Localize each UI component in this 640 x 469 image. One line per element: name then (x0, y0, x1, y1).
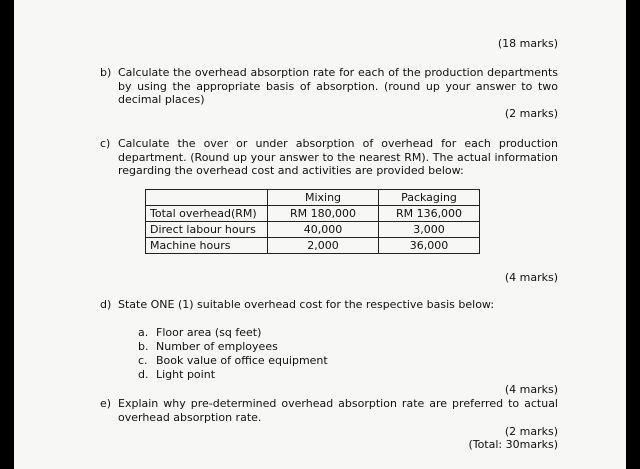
table-header-mixing: Mixing (268, 190, 379, 206)
question-e-text: Explain why pre-determined overhead absorption rate are preferred to actual overhead absorption rate. (118, 397, 558, 424)
list-item-letter: a. (138, 326, 149, 339)
list-item-letter: c. (138, 354, 148, 367)
list-item-letter: d. (138, 368, 149, 381)
basis-list (138, 326, 328, 382)
table-row (146, 222, 480, 238)
row-label: Total overhead(RM) (146, 206, 268, 222)
list-item-text: Number of employees (156, 340, 278, 353)
document-page (14, 0, 626, 469)
question-c-label: c) (100, 137, 111, 150)
row-mixing-value: 40,000 (268, 222, 379, 238)
question-e-label: e) (100, 397, 112, 410)
table-row (146, 206, 480, 222)
question-d-marks: (4 marks) (504, 383, 558, 396)
question-c-marks: (4 marks) (504, 271, 558, 284)
list-item-letter: b. (138, 340, 149, 353)
question-d-text: State ONE (1) suitable overhead cost for the respective basis below: (118, 298, 495, 311)
question-e-marks: (2 marks) (504, 425, 558, 438)
list-item (138, 340, 328, 354)
list-item (138, 326, 328, 340)
question-b-label: b) (100, 66, 112, 79)
total-marks: (Total: 30marks) (468, 438, 558, 451)
list-item-text: Book value of office equipment (156, 354, 328, 367)
list-item-text: Floor area (sq feet) (156, 326, 262, 339)
row-label: Machine hours (146, 238, 268, 254)
question-d-label: d) (100, 298, 112, 311)
list-item-text: Light point (156, 368, 216, 381)
question-c-text: Calculate the over or under absorption of overhead for each production department. (Round up your answer to the nearest RM). The actual information regarding the overhead cost and activities are provided below: (118, 137, 558, 178)
question-b-marks: (2 marks) (504, 107, 558, 120)
table-header-row (146, 190, 480, 206)
list-item (138, 354, 328, 368)
table-header-packaging: Packaging (379, 190, 480, 206)
marks-previous: (18 marks) (497, 37, 558, 50)
row-packaging-value: 3,000 (379, 222, 480, 238)
row-mixing-value: RM 180,000 (268, 206, 379, 222)
question-b-text: Calculate the overhead absorption rate for each of the production departments by using the appropriate basis of absorption. (round up your answer to two decimal places) (118, 66, 558, 107)
row-label: Direct labour hours (146, 222, 268, 238)
row-packaging-value: 36,000 (379, 238, 480, 254)
row-packaging-value: RM 136,000 (379, 206, 480, 222)
table-row (146, 238, 480, 254)
overhead-table (145, 189, 480, 254)
list-item (138, 368, 328, 382)
row-mixing-value: 2,000 (268, 238, 379, 254)
table-header-empty (146, 190, 268, 206)
